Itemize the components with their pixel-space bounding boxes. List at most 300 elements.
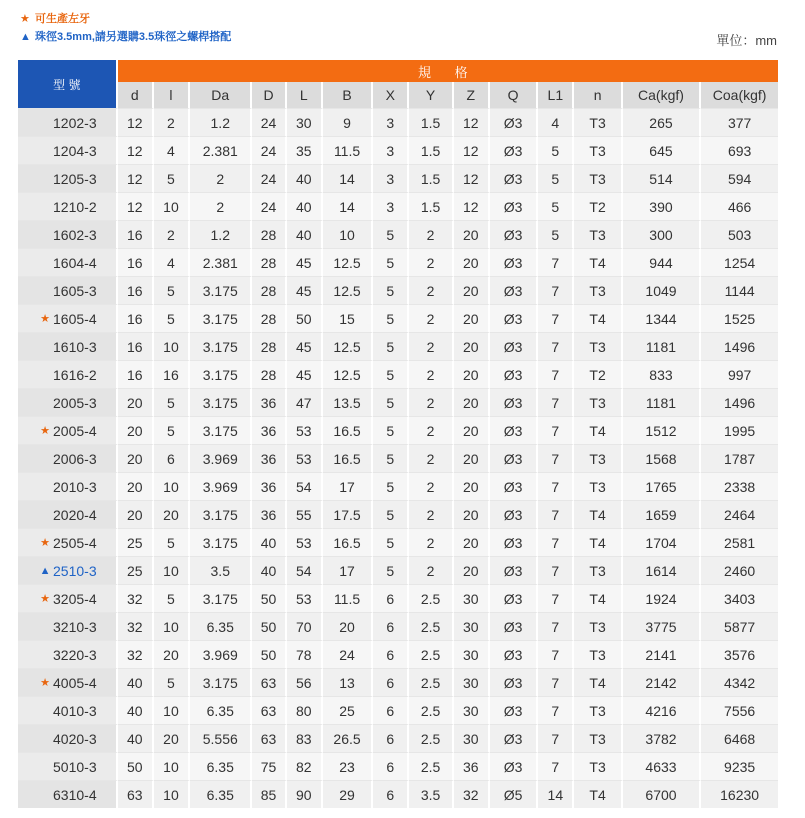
table-row [18,528,778,556]
value-cell: 7 [538,640,574,668]
value-cell: 2 [409,304,453,332]
value-cell: 12 [454,192,490,220]
value-cell: 20 [154,640,190,668]
value-cell: 12 [118,164,154,192]
value-cell: 1568 [623,444,702,472]
value-cell: 4633 [623,752,702,780]
table-row [18,276,778,304]
value-cell: 10 [154,780,190,808]
value-cell: 10 [154,472,190,500]
model-cell [18,500,118,528]
value-cell: Ø3 [490,696,538,724]
value-cell: 3.969 [190,444,252,472]
value-cell: 63 [252,668,286,696]
value-cell: 5 [154,416,190,444]
value-cell: 5 [373,416,409,444]
value-cell: 53 [287,528,323,556]
value-cell: 25 [118,528,154,556]
value-cell: 10 [323,220,373,248]
table-row [18,304,778,332]
value-cell: 20 [454,528,490,556]
value-cell: 14 [323,192,373,220]
value-cell: 7 [538,584,574,612]
value-cell: 2.5 [409,612,453,640]
value-cell: 5 [538,136,574,164]
model-number: 1605-3 [53,282,97,299]
model-number: 2005-3 [53,394,97,411]
value-cell: 1765 [623,472,702,500]
value-cell: 47 [287,388,323,416]
value-cell: 1181 [623,332,702,360]
value-cell: T2 [574,192,622,220]
value-cell: 40 [252,556,286,584]
value-cell: 16.5 [323,444,373,472]
value-cell: 17.5 [323,500,373,528]
model-cell [18,696,118,724]
value-cell: 5 [538,220,574,248]
value-cell: 6 [373,668,409,696]
model-cell [18,276,118,304]
value-cell: 17 [323,556,373,584]
model-cell [18,668,118,696]
model-cell [18,248,118,276]
value-cell: 53 [287,444,323,472]
model-cell [18,416,118,444]
value-cell: 2 [409,500,453,528]
value-cell: 10 [154,332,190,360]
value-cell: 36 [252,472,286,500]
value-cell: T3 [574,612,622,640]
value-cell: Ø3 [490,248,538,276]
value-cell: 3.5 [190,556,252,584]
value-cell: Ø3 [490,612,538,640]
model-number: 2005-4 [53,422,97,439]
value-cell: 1144 [701,276,778,304]
value-cell: 20 [118,472,154,500]
model-number: 2010-3 [53,478,97,495]
spec-group-header: 規 格 [118,60,778,82]
value-cell: 5 [154,276,190,304]
value-cell: 2.5 [409,668,453,696]
table-row [18,220,778,248]
value-cell: 24 [252,192,286,220]
value-cell: Ø3 [490,388,538,416]
value-cell: 5877 [701,612,778,640]
value-cell: 3.969 [190,640,252,668]
value-cell: 2 [190,192,252,220]
value-cell: 30 [454,724,490,752]
value-cell: 16 [118,220,154,248]
model-cell [18,164,118,192]
value-cell: 12.5 [323,276,373,304]
table-row [18,472,778,500]
model-number: 6310-4 [53,786,97,803]
column-header: Da [190,82,252,108]
star-icon: ★ [40,313,50,325]
value-cell: 25 [323,696,373,724]
model-number: 2006-3 [53,450,97,467]
table-row [18,360,778,388]
value-cell: 36 [252,388,286,416]
value-cell: 12 [118,136,154,164]
value-cell: 2 [409,332,453,360]
value-cell: 78 [287,640,323,668]
value-cell: Ø3 [490,220,538,248]
model-cell [18,108,118,136]
value-cell: 6 [373,724,409,752]
value-cell: 30 [454,668,490,696]
value-cell: 4 [538,108,574,136]
value-cell: 1.2 [190,220,252,248]
model-number: 1604-4 [53,254,97,271]
value-cell: 693 [701,136,778,164]
value-cell: 7 [538,304,574,332]
value-cell: 53 [287,584,323,612]
value-cell: Ø3 [490,556,538,584]
value-cell: 10 [154,556,190,584]
value-cell: 2 [409,388,453,416]
note-left-thread [20,10,231,28]
value-cell: 63 [252,724,286,752]
value-cell: Ø3 [490,416,538,444]
value-cell: T4 [574,248,622,276]
value-cell: 6 [373,752,409,780]
unit-label: 單位：mm [716,33,777,48]
value-cell: 833 [623,360,702,388]
value-cell: 3.175 [190,332,252,360]
value-cell: 3 [373,164,409,192]
value-cell: 2 [154,108,190,136]
value-cell: 4216 [623,696,702,724]
value-cell: 5 [373,500,409,528]
value-cell: 40 [287,164,323,192]
value-cell: 24 [252,108,286,136]
value-cell: 36 [454,752,490,780]
value-cell: Ø3 [490,304,538,332]
value-cell: 3.5 [409,780,453,808]
value-cell: 40 [287,220,323,248]
value-cell: 5 [538,192,574,220]
table-row [18,108,778,136]
value-cell: 9 [323,108,373,136]
star-icon: ★ [40,593,50,605]
value-cell: 9235 [701,752,778,780]
model-number: 1602-3 [53,226,97,243]
value-cell: 32 [454,780,490,808]
value-cell: T3 [574,444,622,472]
value-cell: T3 [574,332,622,360]
value-cell: 56 [287,668,323,696]
value-cell: 5 [154,388,190,416]
value-cell: 24 [252,136,286,164]
column-header: X [373,82,409,108]
value-cell: 1344 [623,304,702,332]
value-cell: 12 [454,108,490,136]
value-cell: 7 [538,612,574,640]
value-cell: 2 [409,556,453,584]
value-cell: 377 [701,108,778,136]
value-cell: 20 [118,500,154,528]
note-ball-diameter-text: 珠徑3.5mm,請另選購3.5珠徑之螺桿搭配 [35,31,232,43]
model-number: 4020-3 [53,730,97,747]
value-cell: 6 [154,444,190,472]
value-cell: 5 [373,248,409,276]
table-row [18,416,778,444]
value-cell: 36 [252,444,286,472]
value-cell: 4342 [701,668,778,696]
value-cell: 12 [118,192,154,220]
value-cell: 7 [538,528,574,556]
value-cell: Ø3 [490,192,538,220]
table-row [18,724,778,752]
value-cell: 20 [118,388,154,416]
value-cell: Ø3 [490,164,538,192]
value-cell: 50 [287,304,323,332]
model-number: 1610-3 [53,338,97,355]
model-cell [18,304,118,332]
value-cell: 2 [409,528,453,556]
value-cell: 28 [252,276,286,304]
value-cell: 32 [118,640,154,668]
table-row [18,696,778,724]
value-cell: T3 [574,388,622,416]
value-cell: 2.5 [409,696,453,724]
value-cell: 7 [538,752,574,780]
model-number: 2020-4 [53,506,97,523]
value-cell: 5 [373,556,409,584]
value-cell: 2 [409,444,453,472]
value-cell: 2 [409,276,453,304]
value-cell: Ø3 [490,752,538,780]
value-cell: 7 [538,724,574,752]
model-number: 3205-4 [53,590,97,607]
table-row [18,556,778,584]
value-cell: 3.175 [190,416,252,444]
value-cell: 36 [252,416,286,444]
value-cell: 2 [409,360,453,388]
value-cell: 2 [409,472,453,500]
value-cell: Ø3 [490,640,538,668]
value-cell: 1614 [623,556,702,584]
table-row [18,612,778,640]
value-cell: 1181 [623,388,702,416]
value-cell: 997 [701,360,778,388]
table-row [18,332,778,360]
value-cell: 6 [373,780,409,808]
value-cell: 390 [623,192,702,220]
value-cell: 2.381 [190,248,252,276]
model-number: 4005-4 [53,674,97,691]
table-row [18,500,778,528]
column-header: Y [409,82,453,108]
value-cell: T4 [574,416,622,444]
value-cell: 7 [538,556,574,584]
value-cell: 13 [323,668,373,696]
model-cell [18,472,118,500]
value-cell: 32 [118,584,154,612]
value-cell: 20 [454,220,490,248]
value-cell: 2338 [701,472,778,500]
value-cell: T3 [574,556,622,584]
value-cell: Ø3 [490,136,538,164]
value-cell: 594 [701,164,778,192]
value-cell: 5 [373,444,409,472]
model-column-header: 型 號 [18,60,118,108]
value-cell: 45 [287,248,323,276]
value-cell: 20 [118,416,154,444]
value-cell: Ø3 [490,276,538,304]
spec-table [18,60,778,808]
value-cell: 24 [323,640,373,668]
value-cell: 7 [538,276,574,304]
table-row [18,780,778,808]
value-cell: 6 [373,696,409,724]
model-cell [18,724,118,752]
value-cell: 1512 [623,416,702,444]
value-cell: 3.175 [190,304,252,332]
model-number: 1605-4 [53,310,97,327]
value-cell: 50 [252,584,286,612]
value-cell: Ø3 [490,724,538,752]
value-cell: 2464 [701,500,778,528]
value-cell: 10 [154,192,190,220]
value-cell: 29 [323,780,373,808]
value-cell: 28 [252,248,286,276]
triangle-icon: ▲ [20,31,31,43]
value-cell: 16 [118,248,154,276]
model-number: 5010-3 [53,758,97,775]
value-cell: 36 [252,500,286,528]
value-cell: 20 [454,416,490,444]
value-cell: 20 [454,556,490,584]
value-cell: 2.5 [409,584,453,612]
value-cell: 2.5 [409,724,453,752]
value-cell: 3.175 [190,584,252,612]
value-cell: 3782 [623,724,702,752]
model-cell [18,332,118,360]
value-cell: 5 [373,472,409,500]
star-icon: ★ [40,537,50,549]
value-cell: 6.35 [190,780,252,808]
table-row [18,136,778,164]
value-cell: 7 [538,388,574,416]
model-number: 1210-2 [53,198,97,215]
value-cell: 3.969 [190,472,252,500]
value-cell: T3 [574,472,622,500]
value-cell: Ø3 [490,472,538,500]
note-ball-diameter [20,28,231,46]
value-cell: 14 [538,780,574,808]
model-number: 2505-4 [53,534,97,551]
value-cell: 70 [287,612,323,640]
table-row [18,668,778,696]
value-cell: 3.175 [190,388,252,416]
value-cell: 20 [454,304,490,332]
value-cell: 12 [454,164,490,192]
value-cell: 24 [252,164,286,192]
value-cell: 12.5 [323,332,373,360]
value-cell: 7 [538,444,574,472]
value-cell: 7 [538,696,574,724]
column-header-row [18,82,778,108]
value-cell: 40 [118,724,154,752]
value-cell: 1525 [701,304,778,332]
value-cell: 1.5 [409,192,453,220]
value-cell: 23 [323,752,373,780]
value-cell: 3.175 [190,668,252,696]
value-cell: 26.5 [323,724,373,752]
model-cell [18,136,118,164]
value-cell: 5 [154,304,190,332]
value-cell: T4 [574,528,622,556]
value-cell: Ø5 [490,780,538,808]
value-cell: 11.5 [323,136,373,164]
value-cell: 16230 [701,780,778,808]
value-cell: 20 [323,612,373,640]
value-cell: Ø3 [490,584,538,612]
value-cell: 2 [409,416,453,444]
column-header: Z [454,82,490,108]
value-cell: 1254 [701,248,778,276]
value-cell: 3.175 [190,276,252,304]
value-cell: Ø3 [490,332,538,360]
value-cell: T4 [574,500,622,528]
value-cell: 80 [287,696,323,724]
value-cell: 82 [287,752,323,780]
model-cell [18,584,118,612]
value-cell: T3 [574,164,622,192]
value-cell: Ø3 [490,500,538,528]
value-cell: 20 [118,444,154,472]
value-cell: 645 [623,136,702,164]
model-number: 3220-3 [53,646,97,663]
value-cell: 5 [154,584,190,612]
value-cell: 6.35 [190,612,252,640]
value-cell: 2 [409,248,453,276]
value-cell: 3403 [701,584,778,612]
value-cell: 1995 [701,416,778,444]
model-cell [18,360,118,388]
value-cell: T3 [574,752,622,780]
value-cell: 2142 [623,668,702,696]
value-cell: T4 [574,304,622,332]
model-number: 1202-3 [53,114,97,131]
model-cell [18,556,118,584]
model-number: 4010-3 [53,702,97,719]
value-cell: 54 [287,556,323,584]
value-cell: 5 [373,332,409,360]
value-cell: 2.381 [190,136,252,164]
table-row [18,444,778,472]
value-cell: Ø3 [490,528,538,556]
value-cell: 1496 [701,388,778,416]
value-cell: 15 [323,304,373,332]
value-cell: 2581 [701,528,778,556]
value-cell: 20 [454,444,490,472]
value-cell: 16 [118,360,154,388]
value-cell: 5 [373,388,409,416]
value-cell: 2.5 [409,752,453,780]
value-cell: 1924 [623,584,702,612]
value-cell: 300 [623,220,702,248]
value-cell: 6.35 [190,752,252,780]
value-cell: 5 [154,668,190,696]
value-cell: 40 [252,528,286,556]
value-cell: 12 [454,136,490,164]
value-cell: 3 [373,192,409,220]
column-header: Coa(kgf) [701,82,778,108]
value-cell: 5 [373,304,409,332]
